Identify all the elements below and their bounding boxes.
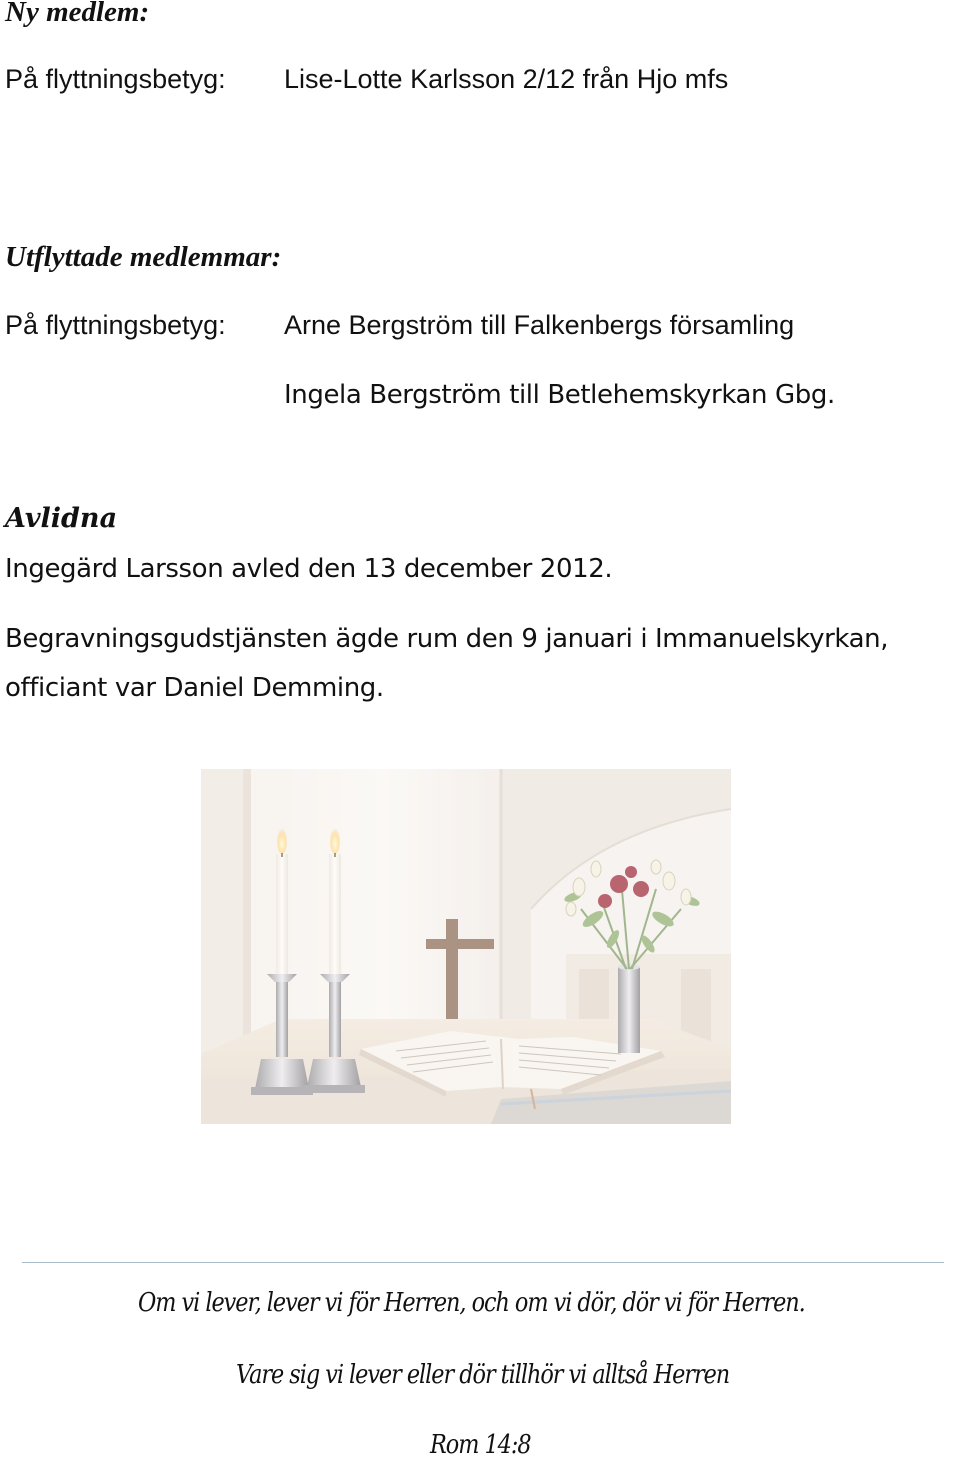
moved-out-label: På flyttningsbetyg: <box>5 310 226 340</box>
verse-reference: Rom 14:8 <box>430 1430 531 1460</box>
footer-divider <box>22 1262 944 1263</box>
new-member-heading: Ny medlem: <box>5 0 150 28</box>
deceased-line-3: officiant var Daniel Demming. <box>5 673 384 703</box>
deceased-heading: Avlidna <box>5 503 118 534</box>
moved-out-heading: Utflyttade medlemmar: <box>5 241 282 273</box>
moved-out-entry-1: Arne Bergström till Falkenbergs församling <box>284 310 795 340</box>
moved-out-entry-2: Ingela Bergström till Betlehemskyrkan Gbg. <box>284 380 835 410</box>
new-member-entry: Lise-Lotte Karlsson 2/12 från Hjo mfs <box>284 64 729 94</box>
verse-line-2: Vare sig vi lever eller dör tillhör vi alltså Herren <box>236 1360 730 1390</box>
new-member-label: På flyttningsbetyg: <box>5 64 226 94</box>
deceased-line-1: Ingegärd Larsson avled den 13 december 2012. <box>5 554 613 584</box>
altar-photo <box>201 769 731 1124</box>
verse-line-1: Om vi lever, lever vi för Herren, och om vi dör, dör vi för Herren. <box>138 1288 805 1318</box>
deceased-line-2: Begravningsgudstjänsten ägde rum den 9 januari i Immanuelskyrkan, <box>5 624 889 654</box>
